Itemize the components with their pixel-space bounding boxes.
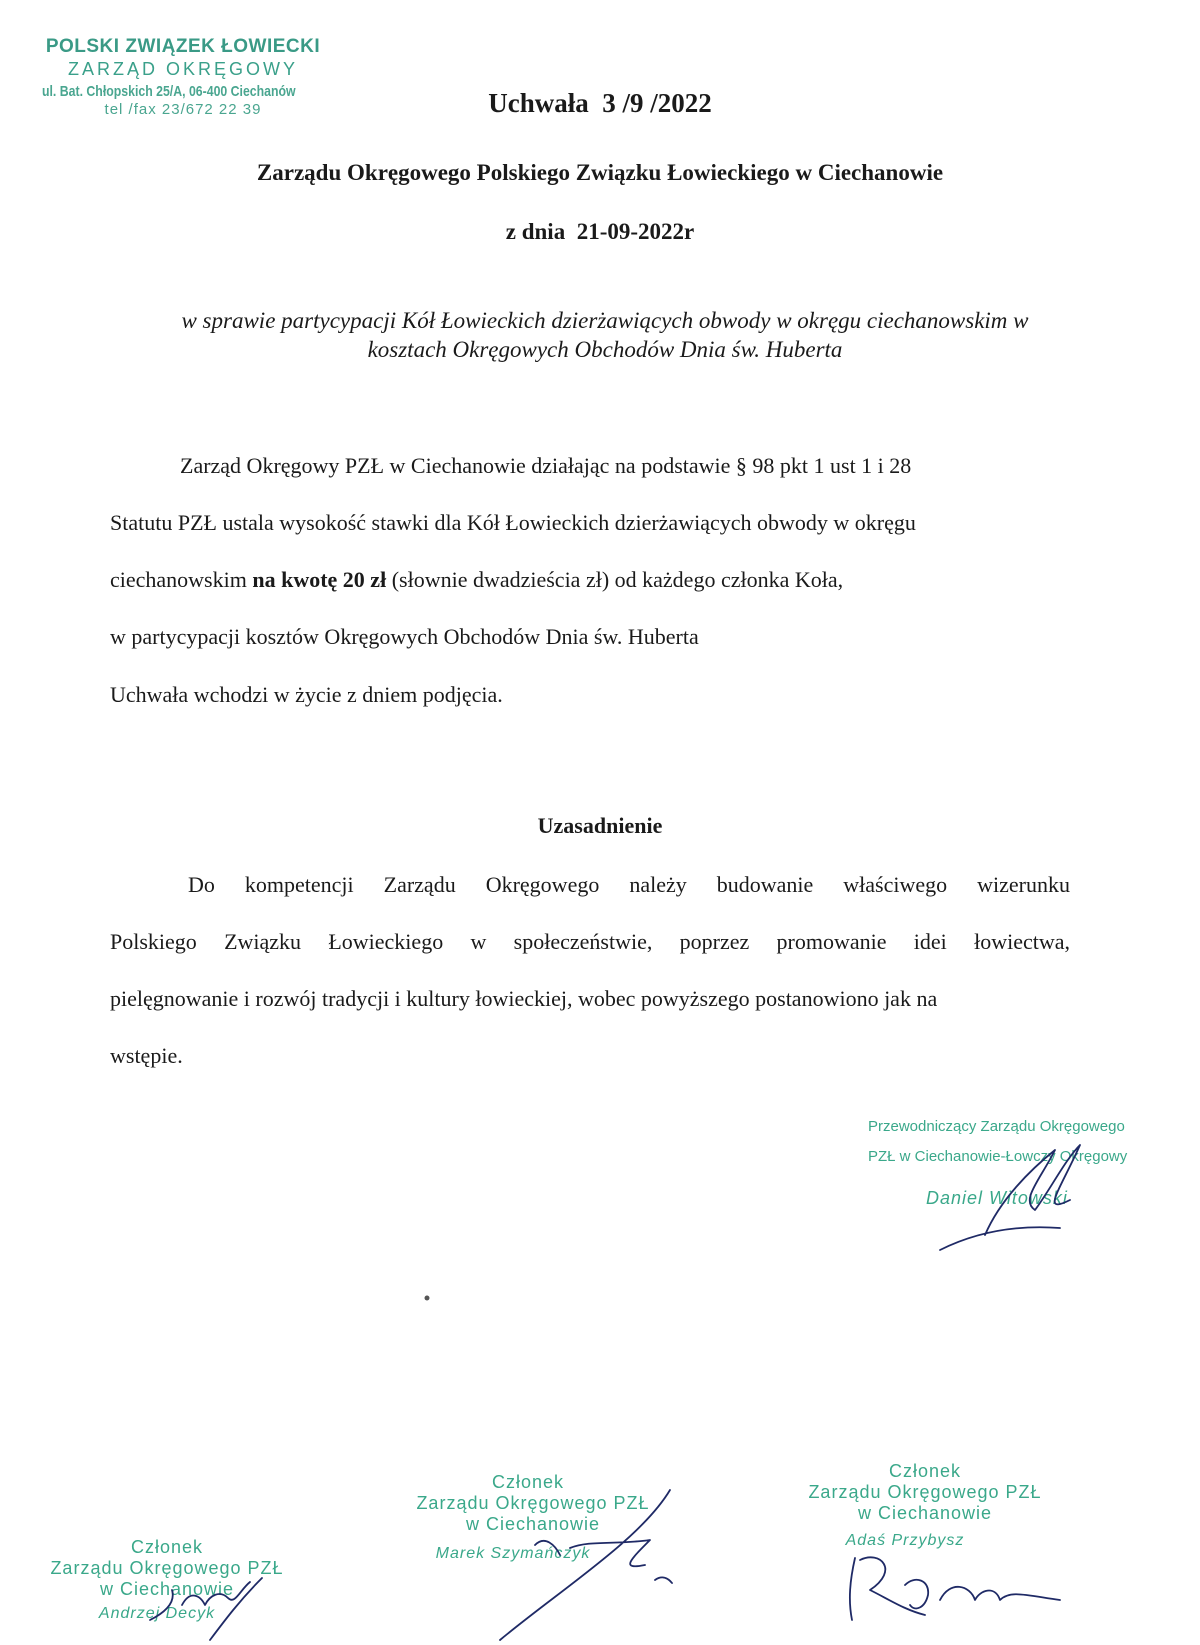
member-1-role: Członek [130,1537,204,1557]
member-stamp-2 [388,1472,678,1563]
member-1-org: Zarządu Okręgowego PZŁ [50,1558,284,1578]
subject-line-1: w sprawie partycypacji Kół Łowieckich dzierżawiących obwody w okręgu ciechanowskim w [181,308,1029,333]
resolution-subject [105,306,1105,364]
stamp-board-name: ZARZĄD OKRĘGOWY [67,59,298,79]
justification-heading: Uzasadnienie [537,813,663,838]
body-line-2: Statutu PZŁ ustala wysokość stawki dla Kół Łowieckich dzierżawiących obwody w okręgu [110,510,916,535]
member-stamp-1 [22,1537,312,1623]
issuer-line: Zarządu Okręgowego Polskiego Związku Łowieckiego w Ciechanowie [256,160,944,185]
member-1-name: Andrzej Decyk [98,1605,216,1622]
justification-line-1: Do kompetencji Zarządu Okręgowego należy budowanie właściwego wizerunku [188,872,1070,897]
body-line-3-start: ciechanowskim [110,567,253,592]
justification-line-2: Polskiego Związku Łowieckiego w społeczeństwie, poprzez promowanie idei łowiectwa, [110,929,1070,954]
resolution-title: Uchwała 3 /9 /2022 [488,88,712,118]
amount-highlight: na kwotę 20 zł [252,567,387,592]
member-2-name: Marek Szymańczyk [435,1545,591,1562]
member-1-city: w Ciechanowie [99,1579,235,1599]
stamp-address: ul. Bat. Chłopskich 25/A, 06-400 Ciechanów [42,83,296,100]
member-2-city: w Ciechanowie [465,1514,601,1534]
member-3-name: Adaś Przybysz [845,1532,965,1549]
body-line-4: w partycypacji kosztów Okręgowych Obchodów Dnia św. Huberta [110,624,699,649]
scan-speck [425,1296,430,1301]
date-line: z dnia 21-09-2022r [505,219,695,244]
member-2-org: Zarządu Okręgowego PZŁ [416,1493,650,1513]
member-3-signature [850,1557,1060,1620]
chairman-org: PZŁ w Ciechanowie-Łowczy Okręgowy [868,1148,1128,1165]
subject-line-2: kosztach Okręgowych Obchodów Dnia św. Huberta [367,337,843,362]
stamp-phone: tel /fax 23/672 22 39 [104,101,262,118]
chairman-stamp [868,1118,1127,1209]
member-3-role: Członek [888,1461,962,1481]
member-3-city: w Ciechanowie [857,1503,993,1523]
chairman-name: Daniel Witowski [926,1188,1068,1208]
member-2-role: Członek [491,1472,565,1492]
chairman-title: Przewodniczący Zarządu Okręgowego [868,1118,1125,1135]
justification-line-4: wstępie. [110,1043,183,1068]
body-line-5: Uchwała wchodzi w życie z dniem podjęcia. [110,682,503,707]
body-line-1: Zarząd Okręgowy PZŁ w Ciechanowie działając na podstawie § 98 pkt 1 ust 1 i 28 [180,453,912,478]
member-stamp-3 [780,1461,1070,1550]
stamp-org-name: POLSKI ZWIĄZEK ŁOWIECKI [45,36,321,57]
justification-line-3: pielęgnowanie i rozwój tradycji i kultury łowieckiej, wobec powyższego postanowiono jak na [110,986,938,1011]
body-line-3-end: (słownie dwadzieścia zł) od każdego członka Koła, [386,567,844,592]
member-3-org: Zarządu Okręgowego PZŁ [808,1482,1042,1502]
body-line-3 [110,567,843,593]
